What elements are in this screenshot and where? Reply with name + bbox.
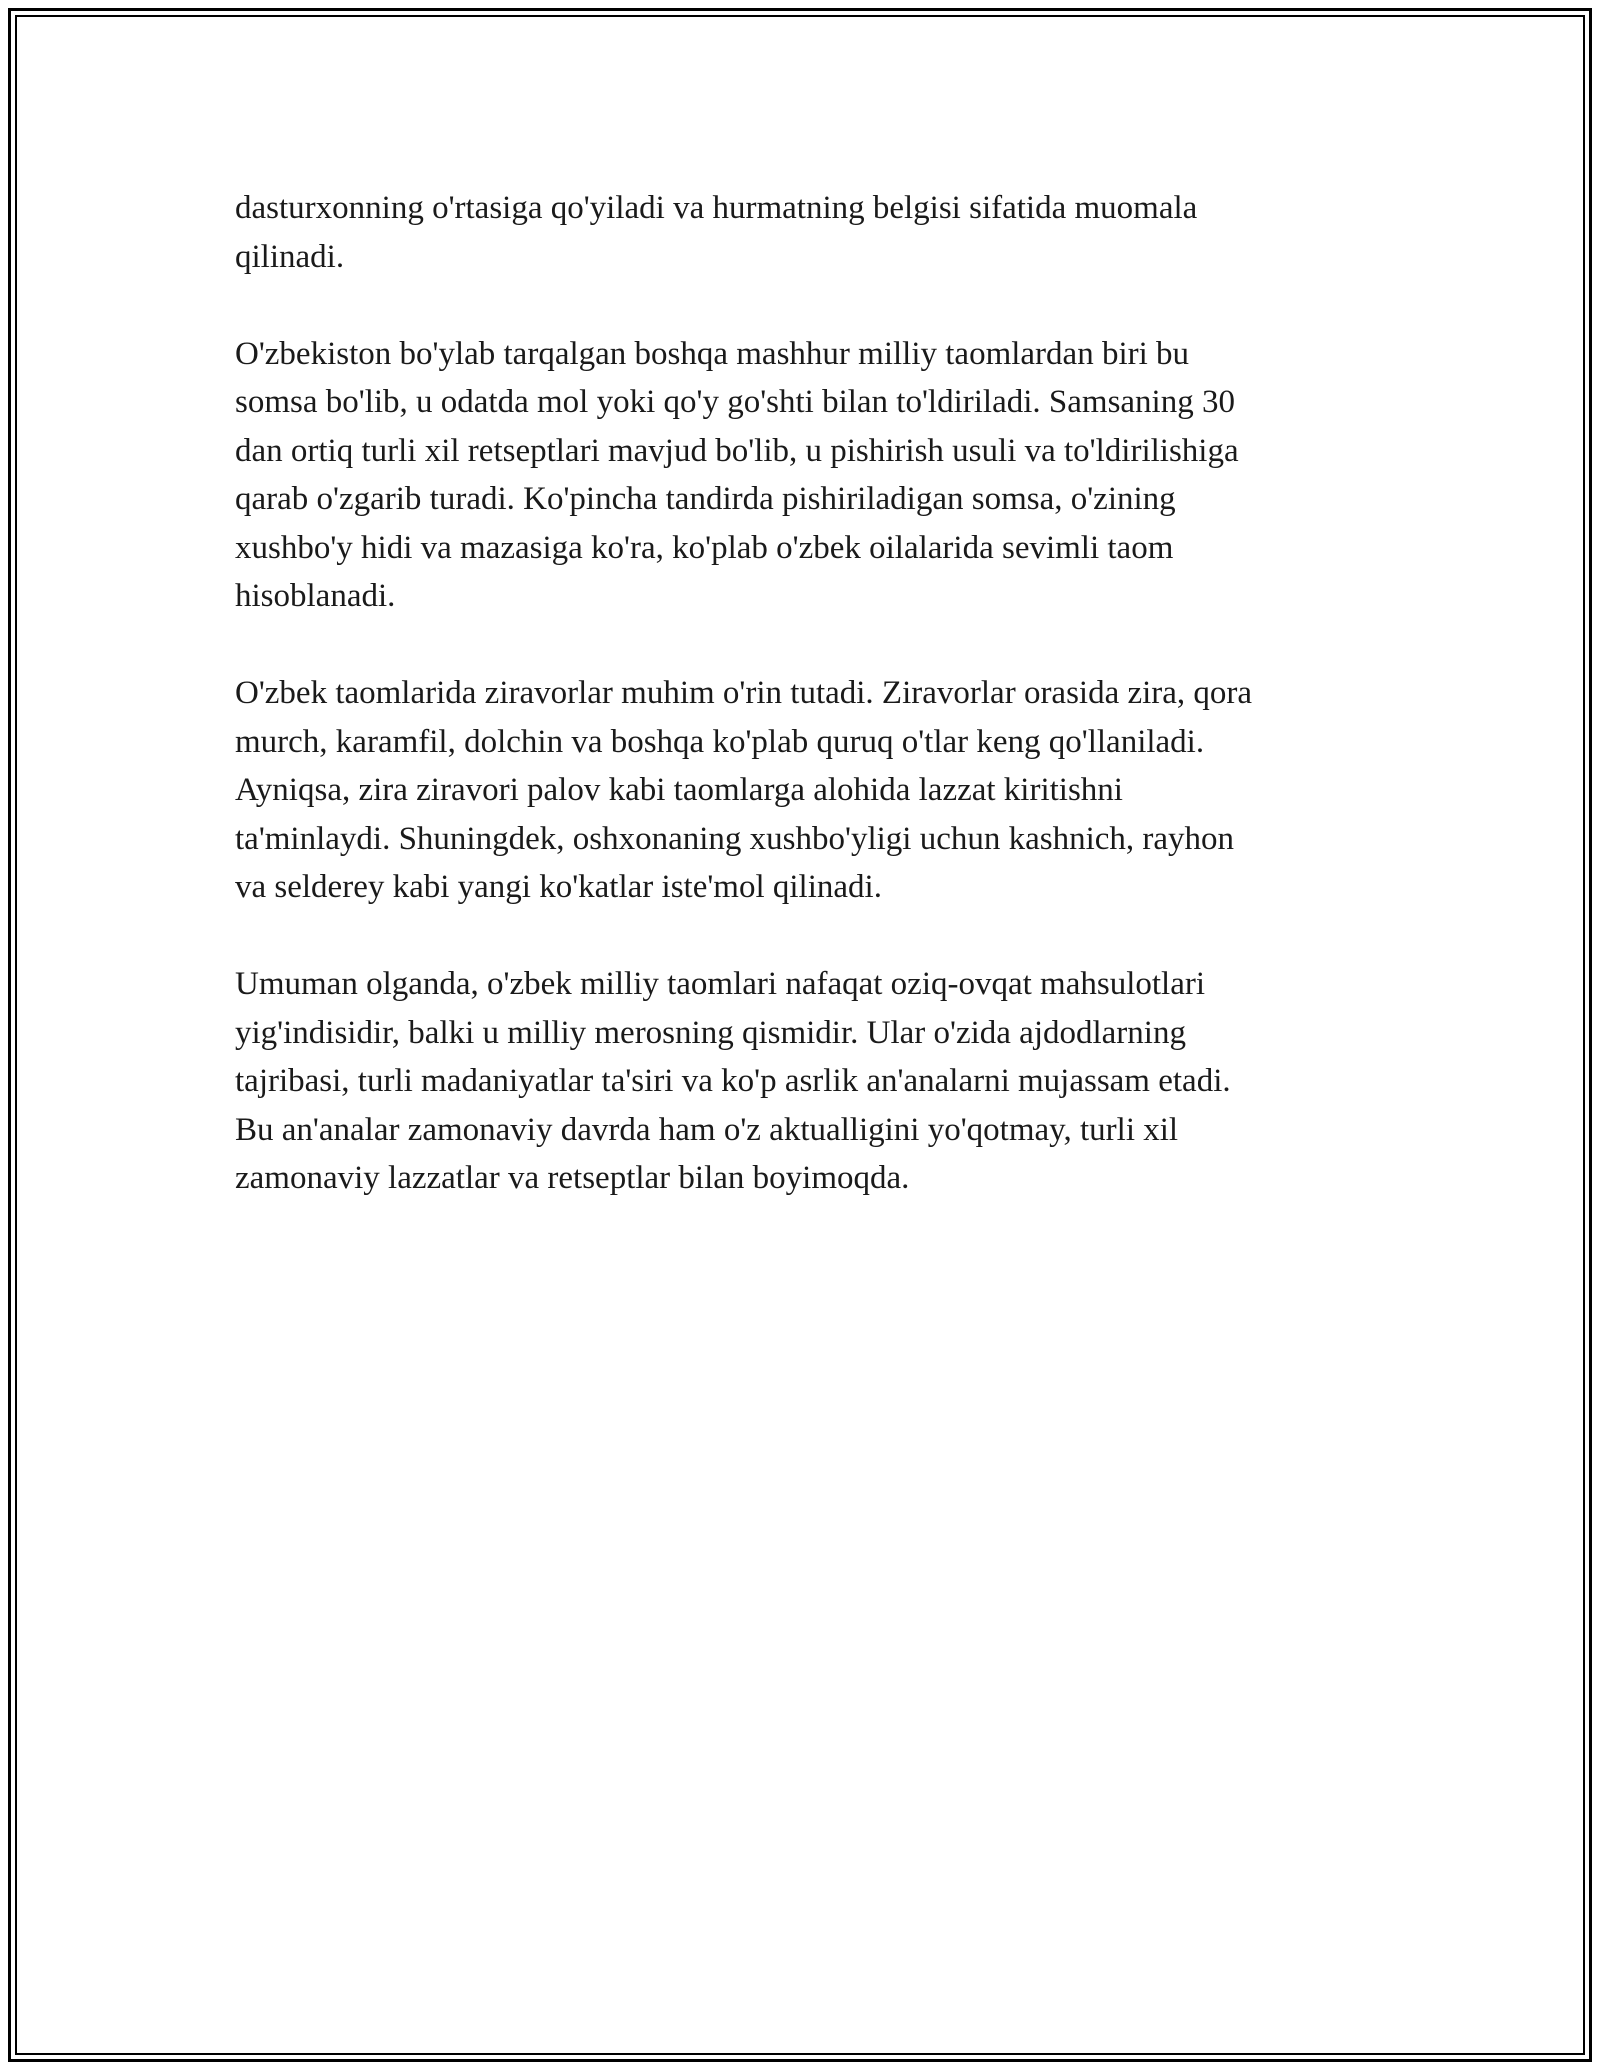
paragraph-2: O'zbekiston bo'ylab tarqalgan boshqa mashhur milliy taomlardan biri bu somsa bo'lib, u odatda mol yoki qo'y go'shti bilan to'ldiriladi. Samsaning 30 dan ortiq turli xil retseptlari mavjud bo'lib, u pishirish usuli va to'ldirilishiga qarab o'zgarib turadi. Ko'pincha tandirda pishiriladigan somsa, o'zining xushbo'y hidi va mazasiga ko'ra, ko'plab o'zbek oilalarida sevimli taom hisoblanadi. [235, 335, 1239, 614]
paragraph-4: Umuman olganda, o'zbek milliy taomlari nafaqat oziq-ovqat mahsulotlari yig'indisidir, balki u milliy merosning qismidir. Ular o'zida ajdodlarning tajribasi, turli madaniyatlar ta'siri va ko'p asrlik an'analarni mujassam etadi. Bu an'analar zamonaviy davrda ham o'z aktualligini yo'qotmay, turli xil zamonaviy lazzatlar va retseptlar bilan boyimoqda. [235, 966, 1231, 1196]
paragraph-1: dasturxonning o'rtasiga qo'yiladi va hurmatning belgisi sifatida muomala qilinadi. [235, 190, 1198, 275]
paragraph-3: O'zbek taomlarida ziravorlar muhim o'rin tutadi. Ziravorlar orasida zira, qora murch, karamfil, dolchin va boshqa ko'plab quruq o'tlar keng qo'llaniladi. Ayniqsa, zira ziravori palov kabi taomlarga alohida lazzat kiritishni ta'minlaydi. Shuningdek, oshxonaning xushbo'yligi uchun kashnich, rayhon va selderey kabi yangi ko'katlar iste'mol qilinadi. [235, 675, 1253, 905]
document-body [235, 184, 1395, 1251]
